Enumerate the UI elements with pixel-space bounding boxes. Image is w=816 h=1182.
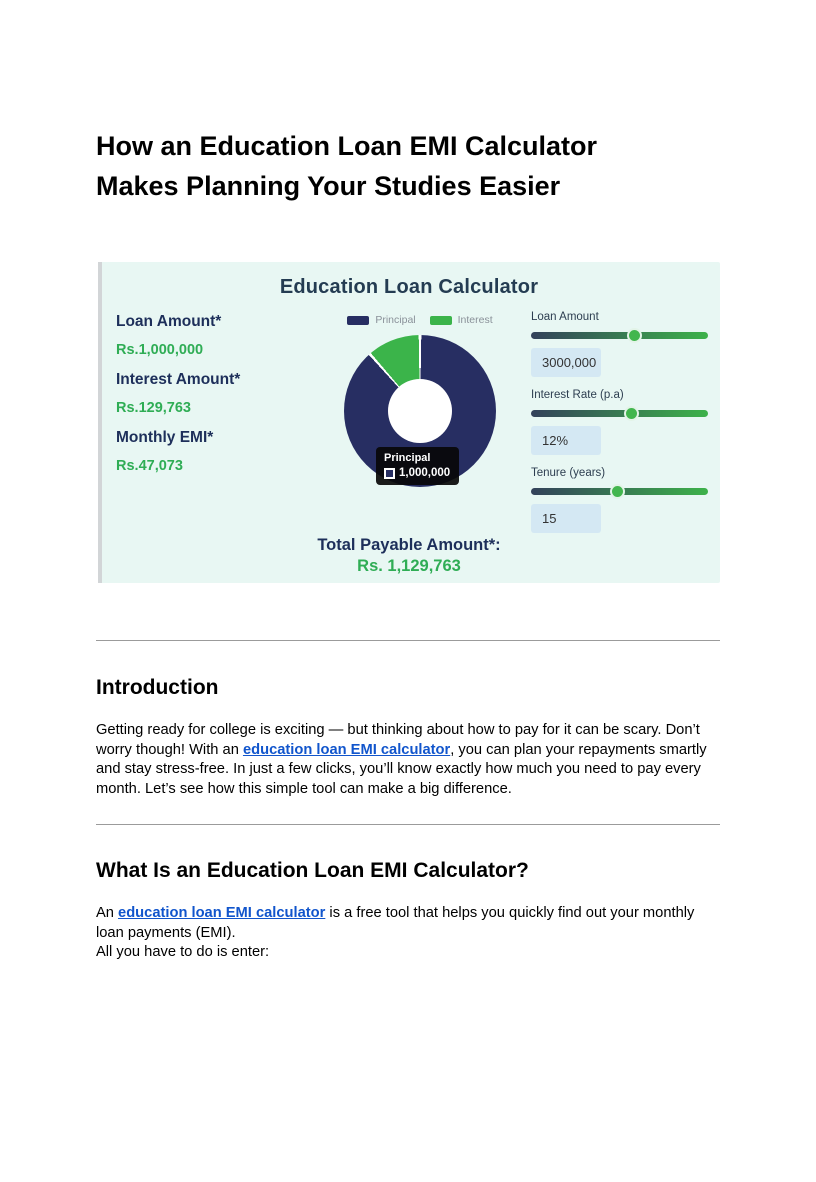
what-is-paragraph xyxy=(96,904,720,963)
calculator-controls xyxy=(531,311,708,545)
what-is-line2: All you have to do is enter: xyxy=(96,944,270,960)
monthly-emi-value: Rs.47,073 xyxy=(116,458,183,474)
interest-rate-control xyxy=(531,389,708,455)
loan-amount-slider-thumb[interactable] xyxy=(627,328,642,343)
tenure-input[interactable] xyxy=(531,504,601,533)
calculator-title: Education Loan Calculator xyxy=(279,276,539,298)
chart-tooltip xyxy=(376,447,459,485)
tenure-slider-label: Tenure (years) xyxy=(531,467,606,479)
legend-item-interest[interactable] xyxy=(430,314,493,326)
chart-legend xyxy=(330,314,510,326)
loan-amount-input[interactable] xyxy=(531,348,601,377)
intro-text-before: Getting ready for college is exciting — but thinking about how to pay for it can be scary. Don’t worry though! With an xyxy=(96,722,700,758)
intro-paragraph xyxy=(96,721,720,799)
loan-amount-label: Loan Amount* xyxy=(116,313,222,330)
intro-heading: Introduction xyxy=(96,676,219,699)
tenure-slider[interactable] xyxy=(531,488,708,495)
emi-calculator-link-2[interactable]: education loan EMI calculator xyxy=(118,905,326,921)
tooltip-value: 1,000,000 xyxy=(399,467,451,479)
document-page xyxy=(0,126,816,963)
donut-chart-wrap xyxy=(344,335,496,487)
tenure-slider-thumb[interactable] xyxy=(610,484,625,499)
section-divider xyxy=(96,640,720,641)
interest-rate-slider-label: Interest Rate (p.a) xyxy=(531,389,624,401)
loan-amount-slider[interactable] xyxy=(531,332,708,339)
intro-text-after: , you can plan your repayments smartly and stay stress-free. In just a few clicks, you’ll know exactly how much you need to pay every month. Let’s see how this simple tool can make a big difference. xyxy=(96,741,707,797)
what-is-text-after: is a free tool that helps you quickly find out your monthly loan payments (EMI). xyxy=(96,905,695,941)
tooltip-swatch-icon xyxy=(384,468,395,479)
monthly-emi-label: Monthly EMI* xyxy=(116,429,214,446)
calculator-results xyxy=(116,314,326,488)
loan-calculator-widget xyxy=(98,262,720,583)
interest-rate-slider-thumb[interactable] xyxy=(624,406,639,421)
total-payable-value: Rs. 1,129,763 xyxy=(357,557,461,575)
article-title-line1: How an Education Loan EMI Calculator xyxy=(96,131,598,161)
article-title-line2: Makes Planning Your Studies Easier xyxy=(96,171,561,201)
tenure-control xyxy=(531,467,708,533)
total-payable xyxy=(98,536,720,576)
emi-calculator-link[interactable]: education loan EMI calculator xyxy=(242,741,451,758)
loan-amount-control xyxy=(531,311,708,377)
total-payable-label: Total Payable Amount*: xyxy=(317,536,501,554)
article-title xyxy=(96,126,720,206)
what-is-heading: What Is an Education Loan EMI Calculator? xyxy=(96,859,529,882)
legend-label-interest: Interest xyxy=(457,314,493,326)
widget-scrollbar[interactable] xyxy=(98,262,102,583)
legend-label-principal: Principal xyxy=(375,314,416,326)
section-divider xyxy=(96,824,720,825)
tooltip-series-name: Principal xyxy=(384,452,431,464)
principal-swatch-icon xyxy=(347,316,369,325)
chart-area xyxy=(330,314,510,487)
what-is-text-before: An xyxy=(96,905,119,921)
interest-amount-label: Interest Amount* xyxy=(116,371,241,388)
loan-amount-value: Rs.1,000,000 xyxy=(116,342,204,358)
interest-amount-value: Rs.129,763 xyxy=(116,400,191,416)
interest-swatch-icon xyxy=(430,316,452,325)
legend-item-principal[interactable] xyxy=(347,314,415,326)
interest-rate-slider[interactable] xyxy=(531,410,708,417)
interest-rate-input[interactable] xyxy=(531,426,601,455)
loan-amount-slider-label: Loan Amount xyxy=(531,311,599,323)
